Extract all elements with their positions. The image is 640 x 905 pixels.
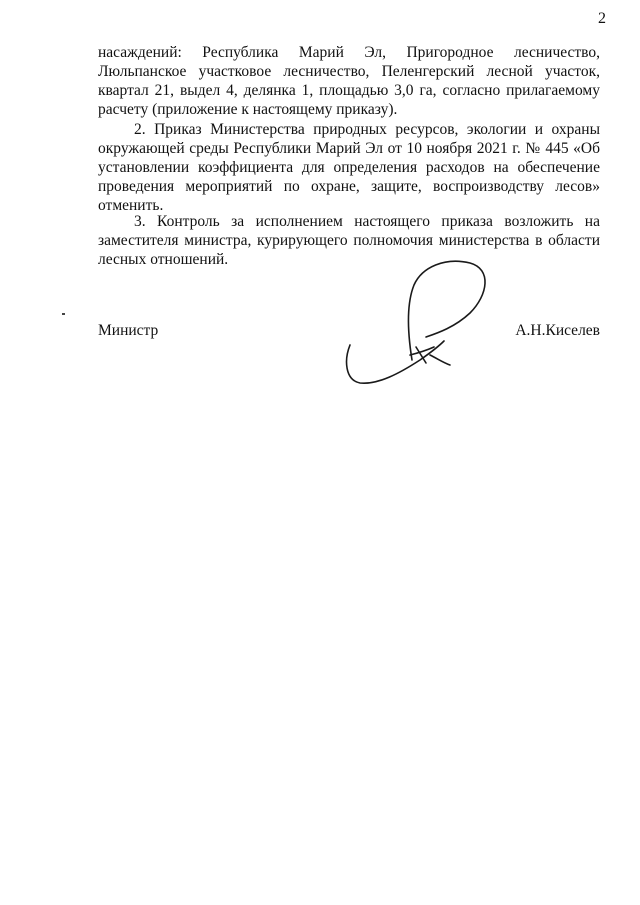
paragraph-continuation: насаждений: Республика Марий Эл, Пригородное лесничество, Люльпанское участковое лесничество, Пелeнгерский лесной участок, квартал 21, выдел 4, делянка 1, площадью 3,0 га, согласно прилагаемому расчету (приложение к настоящему приказу). [98, 44, 600, 118]
paragraph-2: 2. Приказ Министерства природных ресурсов, экологии и охраны окружающей среды Республики Марий Эл от 10 ноября 2021 г. № 445 «Об установлении коэффициента для определения расходов на обеспечение проведения мероприятий по охране, защите, воспроизводству лесов» отменить. [98, 121, 600, 214]
handwritten-signature [330, 255, 490, 390]
paragraph-3: 3. Контроль за исполнением настоящего приказа возложить на заместителя министра, курирующего полномочия министерства в области лесных отношений. [98, 213, 600, 268]
stray-mark [62, 313, 65, 315]
signer-name: А.Н.Киселев [515, 322, 600, 339]
signer-title: Министр [98, 322, 159, 339]
page-number: 2 [598, 10, 606, 27]
